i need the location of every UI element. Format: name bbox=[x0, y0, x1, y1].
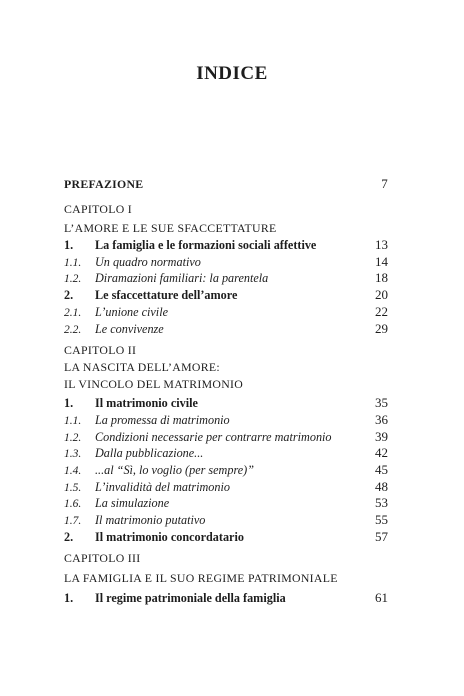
chapter-title: LA NASCITA DELL’AMORE: bbox=[64, 359, 220, 374]
page-title: INDICE bbox=[196, 63, 268, 84]
entry-number: 1.7. bbox=[64, 515, 82, 528]
entry-page: 14 bbox=[375, 253, 388, 269]
entry-page: 57 bbox=[375, 528, 388, 544]
entry-page: 53 bbox=[375, 495, 388, 511]
toc-entry[interactable] bbox=[64, 237, 388, 254]
entry-page: 22 bbox=[375, 303, 388, 319]
toc-entry[interactable] bbox=[64, 445, 388, 462]
entry-page: 36 bbox=[375, 411, 388, 427]
entry-number: 1.4. bbox=[64, 465, 82, 477]
chapter-heading bbox=[64, 201, 388, 237]
entry-title: Il matrimonio putativo bbox=[95, 513, 206, 528]
entry-title: La promessa di matrimonio bbox=[95, 412, 230, 427]
entry-page: 42 bbox=[375, 445, 388, 461]
entry-number: 2.2. bbox=[64, 323, 82, 336]
entry-title: Il regime patrimoniale della famiglia bbox=[95, 590, 286, 605]
entry-number: 2. bbox=[64, 288, 74, 303]
toc-entry[interactable] bbox=[64, 304, 388, 321]
entry-number: 1.3. bbox=[64, 448, 82, 461]
preface-page: 7 bbox=[381, 176, 388, 191]
entry-number: 1.6. bbox=[64, 498, 82, 511]
toc-entry[interactable] bbox=[64, 529, 388, 546]
entry-page: 61 bbox=[375, 589, 388, 605]
entry-number: 1. bbox=[64, 238, 74, 253]
chapter-title: IL VINCOLO DEL MATRIMONIO bbox=[64, 376, 244, 391]
entry-title: Il matrimonio concordatario bbox=[95, 529, 244, 544]
toc-entry[interactable] bbox=[64, 429, 388, 446]
toc-entry[interactable] bbox=[64, 479, 388, 496]
entry-number: 2. bbox=[64, 529, 74, 544]
entry-title: La simulazione bbox=[95, 496, 170, 511]
chapter-heading bbox=[64, 550, 388, 586]
toc-entry[interactable] bbox=[64, 590, 388, 607]
entry-page: 13 bbox=[375, 237, 388, 253]
toc-entry-preface[interactable] bbox=[64, 176, 388, 193]
toc-entry[interactable] bbox=[64, 287, 388, 304]
entry-title: Diramazioni familiari: la parentela bbox=[95, 271, 269, 286]
entry-number: 1.1. bbox=[64, 256, 82, 269]
entry-title: Un quadro normativo bbox=[95, 254, 201, 269]
toc-entry[interactable] bbox=[64, 395, 388, 412]
entry-title: ...al “Sì, lo voglio (per sempre)” bbox=[95, 463, 254, 477]
entry-number: 1.5. bbox=[64, 481, 82, 494]
table-of-contents bbox=[64, 176, 388, 607]
entry-page: 48 bbox=[375, 478, 388, 494]
chapter-title: L’AMORE E LE SUE SFACCETTATURE bbox=[64, 221, 277, 236]
entry-page: 35 bbox=[375, 395, 388, 411]
entry-title: L’invalidità del matrimonio bbox=[95, 479, 230, 494]
entry-page: 29 bbox=[375, 320, 388, 336]
entry-title: Il matrimonio civile bbox=[95, 396, 198, 411]
preface-label: PREFAZIONE bbox=[64, 177, 144, 191]
entry-page: 55 bbox=[375, 512, 388, 528]
toc-entry[interactable] bbox=[64, 512, 388, 529]
chapter-title: LA FAMIGLIA E IL SUO REGIME PATRIMONIALE bbox=[64, 571, 338, 586]
entry-number: 1.2. bbox=[64, 273, 82, 286]
entry-number: 2.1. bbox=[64, 306, 82, 319]
chapter-label: CAPITOLO III bbox=[64, 551, 141, 566]
chapter-heading bbox=[64, 342, 388, 392]
toc-entry[interactable] bbox=[64, 321, 388, 338]
entry-page: 20 bbox=[375, 287, 388, 303]
entry-title: L’unione civile bbox=[95, 304, 168, 319]
chapter-label: CAPITOLO II bbox=[64, 343, 137, 358]
entry-title: Condizioni necessarie per contrarre matrimonio bbox=[95, 429, 332, 444]
entry-number: 1.1. bbox=[64, 414, 82, 427]
entry-title: Le sfaccettature dell’amore bbox=[95, 288, 238, 303]
entry-number: 1.2. bbox=[64, 431, 82, 444]
entry-title: Dalla pubblicazione... bbox=[95, 446, 204, 461]
toc-entry[interactable] bbox=[64, 270, 388, 287]
entry-page: 45 bbox=[375, 462, 388, 477]
entry-number: 1. bbox=[64, 590, 74, 605]
toc-entry[interactable] bbox=[64, 462, 388, 479]
entry-title: La famiglia e le formazioni sociali affettive bbox=[95, 238, 317, 253]
entry-title: Le convivenze bbox=[95, 321, 164, 336]
entry-page: 18 bbox=[375, 270, 388, 286]
toc-entry[interactable] bbox=[64, 495, 388, 512]
entry-number: 1. bbox=[64, 396, 74, 411]
chapter-label: CAPITOLO I bbox=[64, 201, 132, 216]
toc-entry[interactable] bbox=[64, 254, 388, 271]
entry-page: 39 bbox=[375, 428, 388, 444]
toc-entry[interactable] bbox=[64, 412, 388, 429]
